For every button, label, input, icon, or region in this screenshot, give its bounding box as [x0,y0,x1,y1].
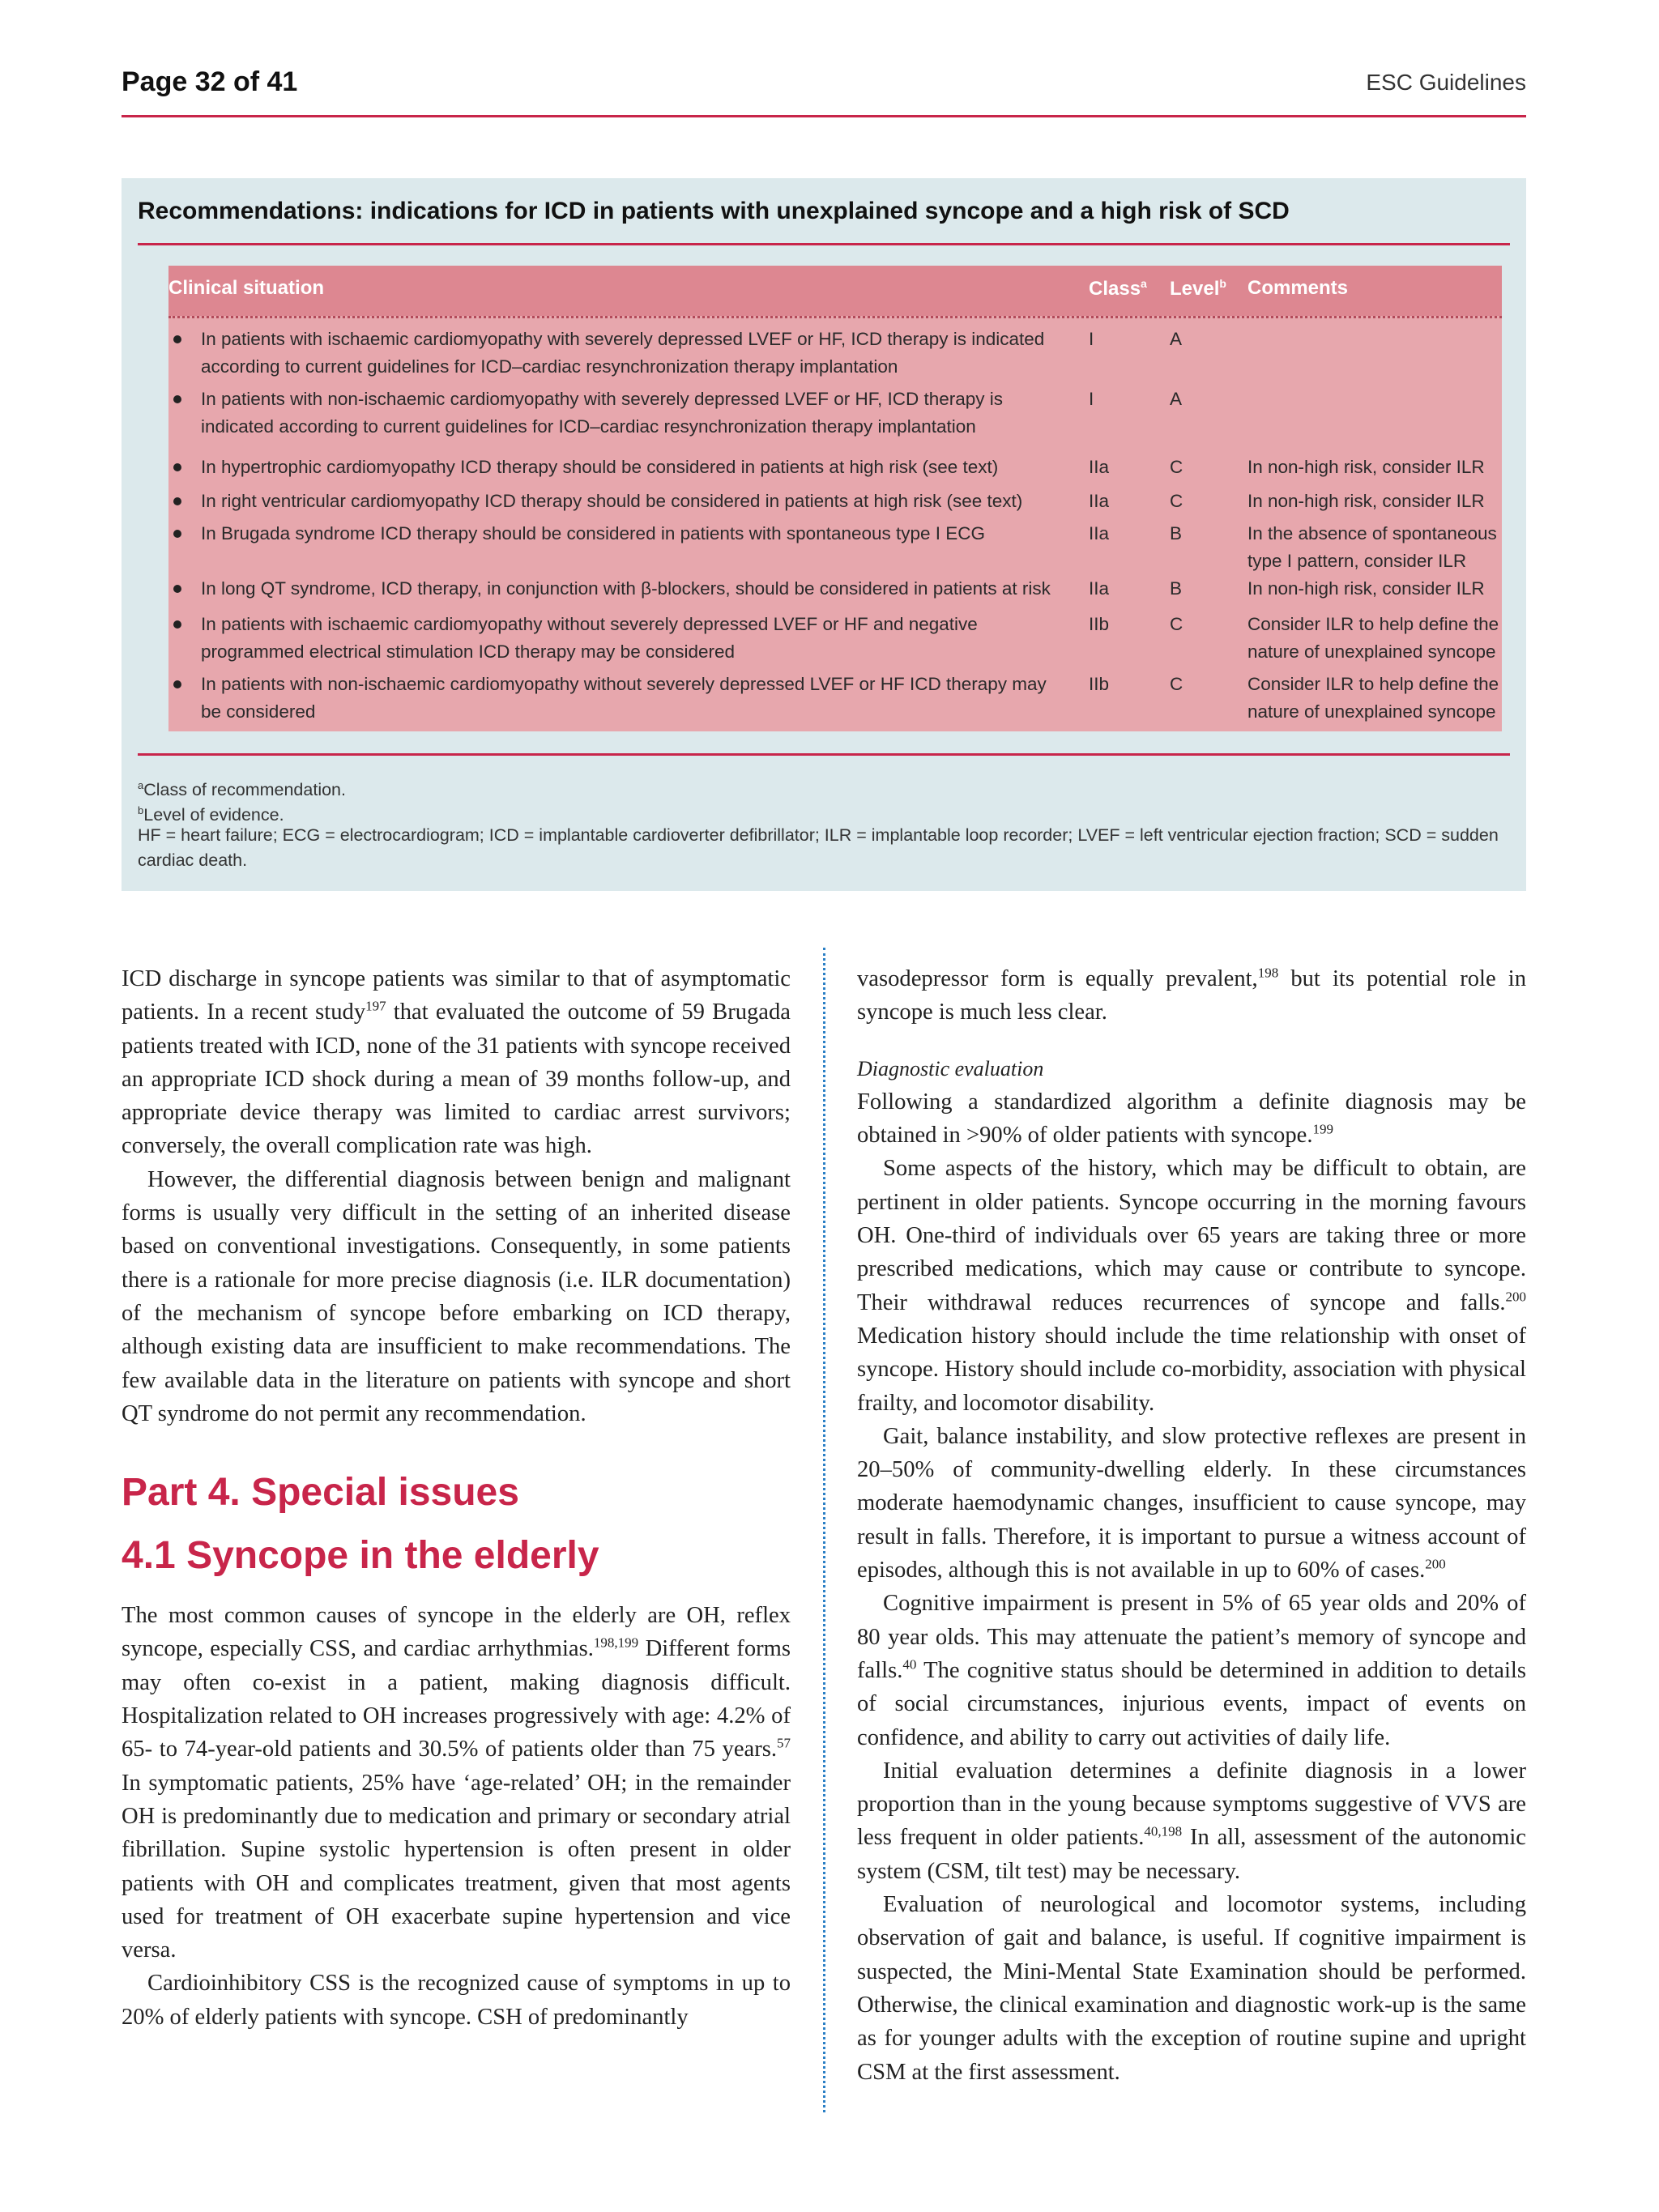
row-situation: In patients with ischaemic cardiomyopathy without severely depressed LVEF or HF and negative programmed electrical stimulation ICD therapy may be considered [201,614,978,662]
recommendations-table [168,266,1502,731]
recommendations-box [122,178,1526,891]
bullet-icon [173,585,181,593]
paragraph: Cognitive impairment is present in 5% of 65 year olds and 20% of 80 year olds. This may attenuate the patient’s memory of syncope and falls.$^{40}$ The cognitive status should be determined in addition to details of social circumstances, injurious events, impact of events on confidence, and ability to carry out activities of daily life. [857,1591,1526,1750]
footnote-class: $^a$Class of recommendation. [138,779,346,800]
paragraph: Following a standardized algorithm a definite diagnosis may be obtained in >90% of older patients with syncope.$^{199}$ [857,1089,1526,1149]
row-level: B [1170,523,1183,543]
right-column [857,962,1526,2089]
bullet-icon [173,335,181,343]
box-top-rule [138,243,1510,245]
paragraph: vasodepressor form is equally prevalent,$^{198}$ but its potential role in syncope is much less clear. [857,965,1527,1025]
row-class: IIb [1089,674,1110,694]
row-level: C [1170,457,1183,477]
row-class: I [1089,329,1094,349]
row-level: A [1170,329,1183,349]
col-header-comments: Comments [1247,277,1349,299]
col-header-situation: Clinical situation [168,277,325,299]
part-heading: Part 4. Special issues [122,1471,519,1515]
row-class: IIa [1089,523,1110,543]
row-situation: In patients with non-ischaemic cardiomyopathy without severely depressed LVEF or HF ICD therapy may be considered [201,674,1047,722]
row-class: IIa [1089,578,1110,599]
row-situation: In right ventricular cardiomyopathy ICD therapy should be considered in patients at high risk (see text) [201,491,1023,511]
col-header-level: Level$^b$ [1170,277,1226,300]
row-level: A [1170,389,1183,409]
recommendations-title: Recommendations: indications for ICD in patients with unexplained syncope and a high risk of SCD [138,198,1290,224]
header-dotted-rule [168,316,1502,318]
row-level: B [1170,578,1183,599]
box-bottom-rule [138,753,1510,756]
row-class: IIa [1089,457,1110,477]
row-class: IIb [1089,614,1110,634]
running-header: ESC Guidelines [1366,70,1526,95]
row-comment: In non-high risk, consider ILR [1247,578,1485,599]
left-column [122,962,791,2034]
row-level: C [1170,674,1183,694]
row-class: IIa [1089,491,1110,511]
footnote-level: $^b$Level of evidence. [138,804,284,825]
row-situation: In long QT syndrome, ICD therapy, in conjunction with β-blockers, should be considered in patients at risk [201,578,1051,599]
page-number: Page 32 of 41 [122,66,298,97]
bullet-icon [173,395,181,403]
bullet-icon [173,620,181,629]
bullet-icon [173,530,181,538]
row-level: C [1170,491,1183,511]
paragraph: Cardioinhibitory CSS is the recognized cause of symptoms in up to 20% of elderly patients with syncope. CSH of predominantly [122,1971,791,2030]
row-comment: Consider ILR to help define the nature of unexplained syncope [1247,614,1499,662]
paragraph: Initial evaluation determines a definite diagnosis in a lower proportion than in the young because symptoms suggestive of VVS are less frequent in older patients.$^{40,198}$ In all, assessment of the autonomic system (CSM, tilt test) may be necessary. [857,1758,1526,1884]
paragraph: However, the differential diagnosis between benign and malignant forms is usually very difficult in the setting of an inherited disease based on conventional investigations. Consequently, in some patients there is a rationale for more precise diagnosis (i.e. ILR documentation) of the mechanism of syncope before embarking on ICD therapy, although existing data are insufficient to make recommendations. The few available data in the literature on patients with syncope and short QT syndrome do not permit any recommendation. [122,1166,791,1426]
row-comment: In the absence of spontaneous type I pattern, consider ILR [1247,523,1497,571]
bullet-icon [173,497,181,505]
section-heading: 4.1 Syncope in the elderly [122,1534,599,1578]
table-header [168,266,1502,316]
bullet-icon [173,463,181,471]
row-level: C [1170,614,1183,634]
row-situation: In Brugada syndrome ICD therapy should be considered in patients with spontaneous type I ECG [201,523,986,543]
row-situation: In patients with ischaemic cardiomyopathy with severely depressed LVEF or HF, ICD therapy is indicated according to current guidelines for ICD–cardiac resynchronization therapy implantation [201,329,1045,377]
paragraph: ICD discharge in syncope patients was similar to that of asymptomatic patients. In a recent study$^{197}$ that evaluated the outcome of 59 Brugada patients treated with ICD, none of the 31 patients with syncope received an appropriate ICD shock during a mean of 39 months follow-up, and appropriate device therapy was limited to cardiac arrest survivors; conversely, the overall complication rate was high. [122,966,791,1159]
row-comment: In non-high risk, consider ILR [1247,457,1485,477]
col-header-class: Class$^a$ [1089,277,1147,300]
paragraph: Evaluation of neurological and locomotor systems, including observation of gait and balance, is useful. If cognitive impairment is suspected, the Mini-Mental State Examination should be performed. Otherwise, the clinical examination and diagnostic work-up is the same as for younger adults with the exception of routine supine and upright CSM at the first assessment. [857,1892,1526,2085]
paragraph: Some aspects of the history, which may be difficult to obtain, are pertinent in older patients. Syncope occurring in the morning favours OH. One-third of individuals over 65 years are taking three or more prescribed medications, which may cause or contribute to syncope. Their withdrawal reduces recurrences of syncope and falls.$^{200}$ Medication history should include the time relationship with onset of syncope. History should include co-morbidity, association with physical frailty, and locomotor disability. [857,1156,1526,1416]
bullet-icon [173,680,181,688]
column-divider [823,948,825,2112]
row-situation: In patients with non-ischaemic cardiomyopathy with severely depressed LVEF or HF, ICD therapy is indicated according to current guidelines for ICD–cardiac resynchronization therapy implantation [201,389,1004,437]
subheading: Diagnostic evaluation [857,1056,1044,1080]
row-comment: Consider ILR to help define the nature of unexplained syncope [1247,674,1499,722]
row-class: I [1089,389,1094,409]
row-situation: In hypertrophic cardiomyopathy ICD therapy should be considered in patients at high risk (see text) [201,457,999,477]
paragraph: The most common causes of syncope in the elderly are OH, reflex syncope, especially CSS, and cardiac arrhythmias.$^{198,199}$ Different forms may often co-exist in a patient, making diagnosis difficult. Hospitalization related to OH increases progressively with age: 4.2% of 65- to 74-year-old patients and 30.5% of patients older than 75 years.$^{57}$ In symptomatic patients, 25% have ‘age-related’ OH; in the remainder OH is predominantly due to medication and primary or secondary atrial fibrillation. Supine systolic hypertension is often present in older patients with OH and complicates treatment, given that most agents used for treatment of OH exacerbate supine hypertension and vice versa. [122,1603,791,1963]
paragraph: Gait, balance instability, and slow protective reflexes are present in 20–50% of community-dwelling elderly. In these circumstances moderate haemodynamic changes, insufficient to cause syncope, may result in falls. Therefore, it is important to pursue a witness account of episodes, although this is not available in up to 60% of cases.$^{200}$ [857,1423,1526,1583]
footnote-abbreviations: HF = heart failure; ECG = electrocardiogram; ICD = implantable cardioverter defibrillator; ILR = implantable loop recorder; LVEF = left ventricular ejection fraction; SCD = sudden cardiac death. [138,825,1499,870]
row-comment: In non-high risk, consider ILR [1247,491,1485,511]
header-rule [122,115,1526,117]
